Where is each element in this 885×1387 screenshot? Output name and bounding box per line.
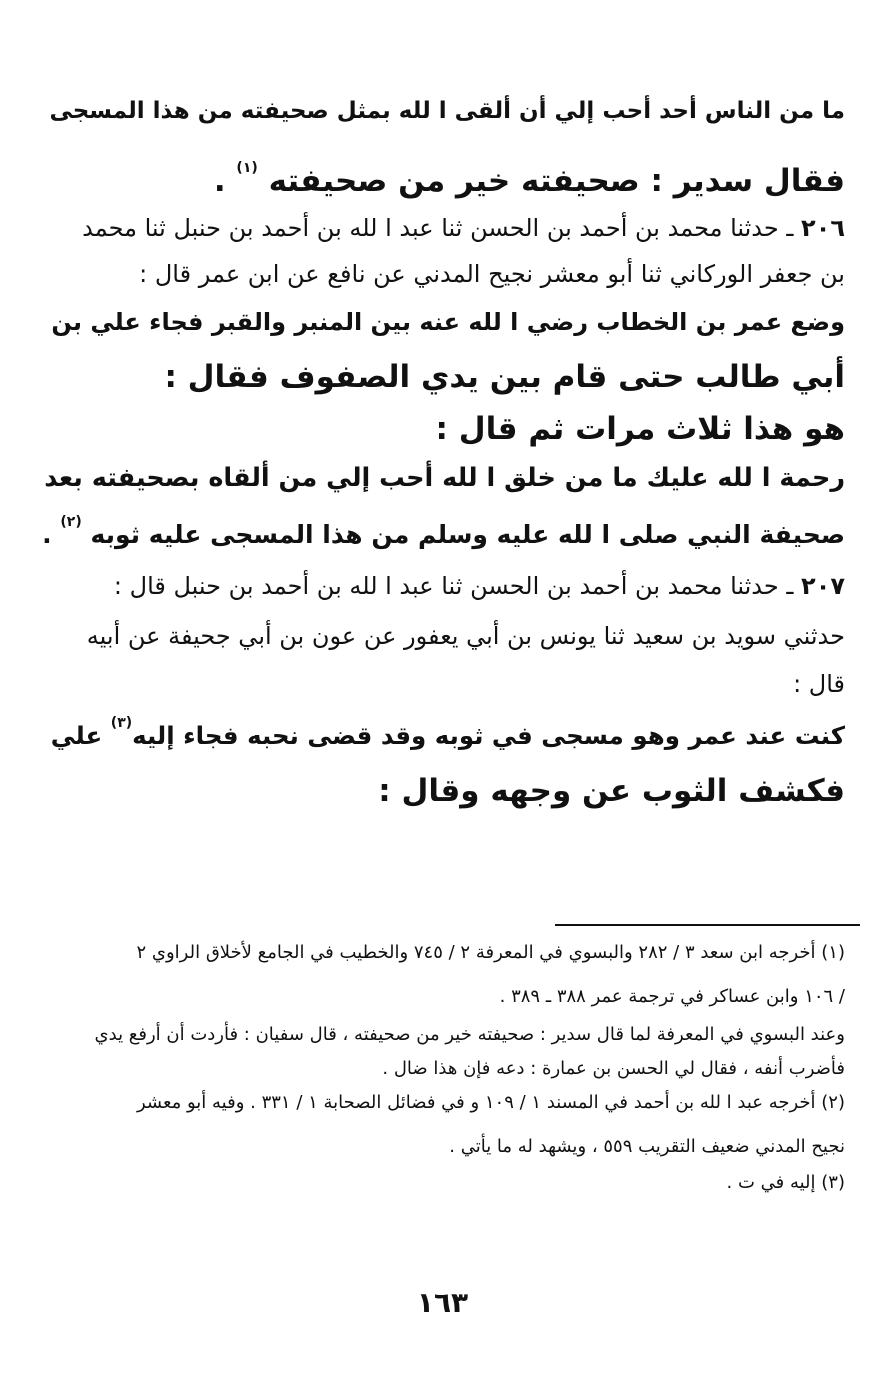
footnote-1-line-1 xyxy=(40,944,845,962)
footnote-2-line-1 xyxy=(40,1094,845,1112)
footnote-1-text-2: / ١٠٦ وابن عساكر في ترجمة عمر ٣٨٨ ـ ٣٨٩ . xyxy=(499,986,845,1007)
footnote-1-text-4: فأضرب أنفه ، فقال لي الحسن بن عمارة : دعه فإن هذا ضال . xyxy=(382,1058,845,1079)
hadith-207-heading xyxy=(40,574,845,598)
text-line-2-content: فقال سدير : صحيفته خير من صحيفته xyxy=(268,163,845,199)
footnote-2-text-2: نجيح المدني ضعيف التقريب ٥٥٩ ، ويشهد له ما يأتي . xyxy=(449,1136,845,1157)
footnote-marker-1: (١) xyxy=(236,159,258,176)
hadith-206-isnad: ـ حدثنا محمد بن أحمد بن الحسن ثنا عبد ا لله بن أحمد بن حنبل ثنا محمد xyxy=(82,214,794,242)
footnote-2-line-2 xyxy=(40,1138,845,1156)
text-line-9-end: . xyxy=(42,520,52,549)
text-line-8 xyxy=(40,463,845,493)
footnote-2-text-1: (٢) أخرجه عبد ا لله بن أحمد في المسند ١ / ١٠٩ و في فضائل الصحابة ١ / ٣٣١ . وفيه أبو معشر xyxy=(136,1092,845,1113)
footnote-1-line-4 xyxy=(40,1060,845,1078)
text-line-4 xyxy=(40,262,845,286)
text-line-11 xyxy=(40,624,845,648)
footnote-1-line-2 xyxy=(40,988,845,1006)
text-line-14-content: فكشف الثوب عن وجهه وقال : xyxy=(378,773,845,809)
footnote-marker-2: (٢) xyxy=(60,513,82,530)
text-line-5 xyxy=(40,310,845,334)
text-line-13-content: كنت عند عمر وهو مسجى في ثوبه وقد قضى نحبه فجاء إليه xyxy=(132,721,845,751)
text-line-12 xyxy=(40,672,845,696)
text-line-1-content: ما من الناس أحد أحب إلي أن ألقى ا لله بمثل صحيفته من هذا المسجى xyxy=(49,98,845,124)
page-number: ١٦٣ xyxy=(416,1286,469,1319)
text-line-13-end: علي xyxy=(50,721,103,751)
footnote-1-line-3 xyxy=(40,1026,845,1044)
text-line-12-content: قال : xyxy=(793,670,845,698)
text-line-9-content: صحيفة النبي صلى ا لله عليه وسلم من هذا المسجى عليه ثوبه xyxy=(90,520,845,549)
text-line-14 xyxy=(40,773,845,809)
footnote-1-text-1: (١) أخرجه ابن سعد ٣ / ٢٨٢ والبسوي في المعرفة ٢ / ٧٤٥ والخطيب في الجامع لأخلاق الراوي ٢ xyxy=(136,942,845,963)
text-line-5-content: وضع عمر بن الخطاب رضي ا لله عنه بين المنبر والقبر فجاء علي بن xyxy=(51,308,845,336)
text-line-6 xyxy=(40,359,845,395)
hadith-number-207: ٢٠٧ xyxy=(801,572,845,600)
footnote-marker-3: (٣) xyxy=(110,715,133,731)
text-line-7-content: هو هذا ثلاث مرات ثم قال : xyxy=(435,411,845,447)
text-line-9 xyxy=(40,513,845,549)
text-line-1 xyxy=(40,100,845,123)
footnote-1-text-3: وعند البسوي في المعرفة لما قال سدير : صحيفته خير من صحيفته ، قال سفيان : فأردت أن أرفع يدي xyxy=(94,1024,845,1045)
footnote-3-text: (٣) إليه في ت . xyxy=(726,1172,845,1193)
hadith-number-206: ٢٠٦ xyxy=(801,214,845,242)
footnote-3 xyxy=(40,1174,845,1192)
text-line-6-content: أبي طالب حتى قام بين يدي الصفوف فقال : xyxy=(164,359,845,395)
text-line-11-content: حدثني سويد بن سعيد ثنا يونس بن أبي يعفور عن عون بن أبي جحيفة عن أبيه xyxy=(86,622,845,650)
text-line-13 xyxy=(40,715,845,751)
hadith-207-isnad: ـ حدثنا محمد بن أحمد بن الحسن ثنا عبد ا لله بن أحمد بن حنبل قال : xyxy=(113,572,794,600)
text-line-8-content: رحمة ا لله عليك ما من خلق ا لله أحب إلي من ألقاه بصحيفته بعد xyxy=(44,463,845,493)
text-line-2 xyxy=(40,159,845,199)
hadith-206-heading xyxy=(40,216,845,240)
text-line-4-content: بن جعفر الوركاني ثنا أبو معشر نجيح المدني عن نافع عن ابن عمر قال : xyxy=(139,260,845,288)
footnote-separator xyxy=(555,924,860,926)
text-line-7 xyxy=(40,411,845,447)
text-line-2-end: . xyxy=(213,163,226,199)
